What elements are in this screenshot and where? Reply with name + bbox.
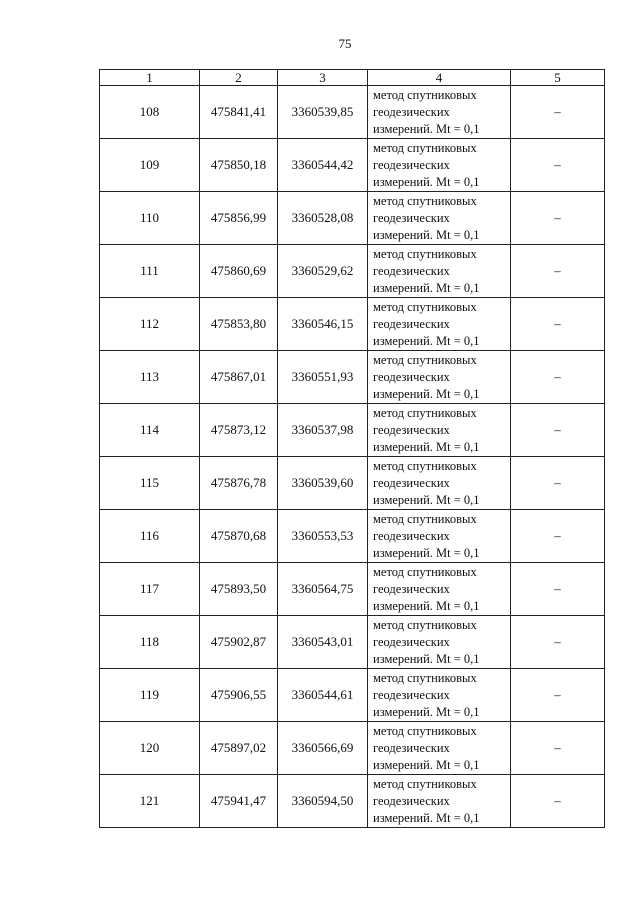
table-row — [100, 775, 605, 828]
table-row — [100, 669, 605, 722]
note-cell: – — [511, 563, 605, 616]
method-cell — [368, 510, 511, 563]
method-cell — [368, 86, 511, 139]
x-coordinate-cell: 475841,41 — [200, 86, 278, 139]
x-coordinate-cell: 475873,12 — [200, 404, 278, 457]
method-line: геодезических — [373, 104, 450, 119]
x-coordinate-cell: 475870,68 — [200, 510, 278, 563]
table-row — [100, 86, 605, 139]
table-row — [100, 457, 605, 510]
note-cell: – — [511, 245, 605, 298]
note-cell: – — [511, 457, 605, 510]
y-coordinate-cell: 3360566,69 — [278, 722, 368, 775]
method-line: метод спутниковых — [373, 458, 477, 473]
method-line: геодезических — [373, 157, 450, 172]
table-row — [100, 298, 605, 351]
y-coordinate-cell: 3360539,60 — [278, 457, 368, 510]
method-line: метод спутниковых — [373, 87, 477, 102]
method-cell — [368, 139, 511, 192]
method-line: геодезических — [373, 581, 450, 596]
table-row — [100, 404, 605, 457]
note-cell: – — [511, 404, 605, 457]
point-number-cell: 117 — [100, 563, 200, 616]
method-line: измерений. Mt = 0,1 — [373, 333, 480, 348]
method-line: измерений. Mt = 0,1 — [373, 810, 480, 825]
table-row — [100, 722, 605, 775]
method-line: метод спутниковых — [373, 564, 477, 579]
method-line: метод спутниковых — [373, 193, 477, 208]
x-coordinate-cell: 475856,99 — [200, 192, 278, 245]
y-coordinate-cell: 3360551,93 — [278, 351, 368, 404]
method-cell — [368, 457, 511, 510]
y-coordinate-cell: 3360553,53 — [278, 510, 368, 563]
table-row — [100, 563, 605, 616]
note-cell: – — [511, 775, 605, 828]
point-number-cell: 108 — [100, 86, 200, 139]
method-line: метод спутниковых — [373, 723, 477, 738]
method-line: измерений. Mt = 0,1 — [373, 598, 480, 613]
method-line: метод спутниковых — [373, 140, 477, 155]
method-line: измерений. Mt = 0,1 — [373, 121, 480, 136]
note-cell: – — [511, 616, 605, 669]
y-coordinate-cell: 3360594,50 — [278, 775, 368, 828]
method-line: геодезических — [373, 793, 450, 808]
method-line: метод спутниковых — [373, 511, 477, 526]
method-line: геодезических — [373, 740, 450, 755]
method-cell — [368, 722, 511, 775]
x-coordinate-cell: 475902,87 — [200, 616, 278, 669]
header-col-4: 4 — [368, 70, 511, 86]
method-line: геодезических — [373, 528, 450, 543]
x-coordinate-cell: 475897,02 — [200, 722, 278, 775]
point-number-cell: 119 — [100, 669, 200, 722]
y-coordinate-cell: 3360546,15 — [278, 298, 368, 351]
x-coordinate-cell: 475906,55 — [200, 669, 278, 722]
header-col-1: 1 — [100, 70, 200, 86]
method-line: измерений. Mt = 0,1 — [373, 386, 480, 401]
note-cell: – — [511, 298, 605, 351]
method-line: геодезических — [373, 369, 450, 384]
point-number-cell: 120 — [100, 722, 200, 775]
x-coordinate-cell: 475853,80 — [200, 298, 278, 351]
method-cell — [368, 298, 511, 351]
x-coordinate-cell: 475876,78 — [200, 457, 278, 510]
point-number-cell: 118 — [100, 616, 200, 669]
note-cell: – — [511, 139, 605, 192]
method-line: измерений. Mt = 0,1 — [373, 757, 480, 772]
page-number: 75 — [338, 36, 352, 51]
header-col-5: 5 — [511, 70, 605, 86]
method-line: метод спутниковых — [373, 246, 477, 261]
table-row — [100, 351, 605, 404]
method-line: геодезических — [373, 475, 450, 490]
note-cell: – — [511, 192, 605, 245]
note-cell: – — [511, 86, 605, 139]
point-number-cell: 121 — [100, 775, 200, 828]
point-number-cell: 114 — [100, 404, 200, 457]
table-row — [100, 245, 605, 298]
method-line: измерений. Mt = 0,1 — [373, 227, 480, 242]
method-line: метод спутниковых — [373, 776, 477, 791]
x-coordinate-cell: 475850,18 — [200, 139, 278, 192]
method-cell — [368, 616, 511, 669]
method-cell — [368, 192, 511, 245]
point-number-cell: 109 — [100, 139, 200, 192]
y-coordinate-cell: 3360539,85 — [278, 86, 368, 139]
method-line: геодезических — [373, 687, 450, 702]
method-line: метод спутниковых — [373, 617, 477, 632]
method-line: измерений. Mt = 0,1 — [373, 492, 480, 507]
point-number-cell: 115 — [100, 457, 200, 510]
method-line: геодезических — [373, 210, 450, 225]
note-cell: – — [511, 510, 605, 563]
method-line: измерений. Mt = 0,1 — [373, 174, 480, 189]
point-number-cell: 111 — [100, 245, 200, 298]
table-row — [100, 510, 605, 563]
method-cell — [368, 245, 511, 298]
method-cell — [368, 563, 511, 616]
table-row — [100, 616, 605, 669]
note-cell: – — [511, 351, 605, 404]
method-line: геодезических — [373, 263, 450, 278]
method-line: метод спутниковых — [373, 299, 477, 314]
header-col-2: 2 — [200, 70, 278, 86]
method-line: измерений. Mt = 0,1 — [373, 704, 480, 719]
method-cell — [368, 669, 511, 722]
method-line: геодезических — [373, 422, 450, 437]
table-row — [100, 192, 605, 245]
header-col-3: 3 — [278, 70, 368, 86]
table-header-row — [100, 70, 605, 86]
y-coordinate-cell: 3360543,01 — [278, 616, 368, 669]
note-cell: – — [511, 669, 605, 722]
y-coordinate-cell: 3360544,61 — [278, 669, 368, 722]
method-line: геодезических — [373, 634, 450, 649]
y-coordinate-cell: 3360528,08 — [278, 192, 368, 245]
point-number-cell: 116 — [100, 510, 200, 563]
coordinates-table — [99, 69, 605, 828]
x-coordinate-cell: 475867,01 — [200, 351, 278, 404]
y-coordinate-cell: 3360529,62 — [278, 245, 368, 298]
x-coordinate-cell: 475893,50 — [200, 563, 278, 616]
method-line: измерений. Mt = 0,1 — [373, 439, 480, 454]
y-coordinate-cell: 3360544,42 — [278, 139, 368, 192]
point-number-cell: 113 — [100, 351, 200, 404]
method-cell — [368, 404, 511, 457]
y-coordinate-cell: 3360564,75 — [278, 563, 368, 616]
method-line: измерений. Mt = 0,1 — [373, 280, 480, 295]
method-line: метод спутниковых — [373, 352, 477, 367]
method-line: метод спутниковых — [373, 670, 477, 685]
method-line: метод спутниковых — [373, 405, 477, 420]
method-cell — [368, 775, 511, 828]
x-coordinate-cell: 475860,69 — [200, 245, 278, 298]
point-number-cell: 110 — [100, 192, 200, 245]
method-line: измерений. Mt = 0,1 — [373, 651, 480, 666]
y-coordinate-cell: 3360537,98 — [278, 404, 368, 457]
x-coordinate-cell: 475941,47 — [200, 775, 278, 828]
table-row — [100, 139, 605, 192]
note-cell: – — [511, 722, 605, 775]
method-line: измерений. Mt = 0,1 — [373, 545, 480, 560]
point-number-cell: 112 — [100, 298, 200, 351]
method-line: геодезических — [373, 316, 450, 331]
method-cell — [368, 351, 511, 404]
